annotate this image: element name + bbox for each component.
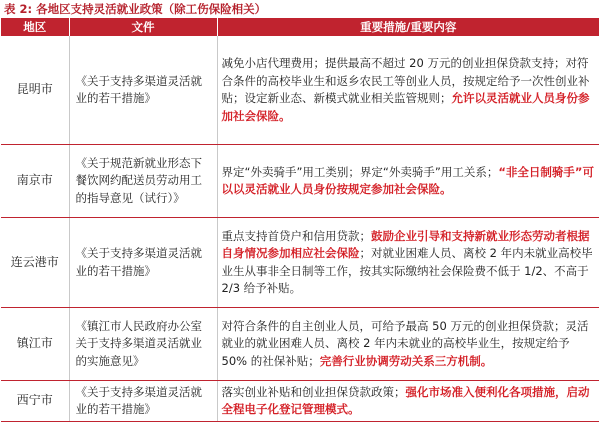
measure-text: 减免小店代理费用；提供最高不超过 20 万元的创业担保贷款支持；对符合条件的高校毕业生和返乡农民工等创业人员，按规定给予一次性创业补贴；设定新业态、新模式就业相关监管规则； — [221, 56, 590, 105]
measure-text: 落实创业补贴和创业担保贷款政策； — [221, 384, 406, 399]
highlighted-measure: 允许以灵活就业人员身份参加社会保险。 — [221, 91, 590, 123]
table-row — [1, 218, 599, 308]
region-cell: 镇江市 — [1, 308, 69, 381]
table-row — [1, 36, 599, 145]
measure-text: 界定“外卖骑手”用工类别；界定“外卖骑手”用工关系； — [221, 164, 499, 179]
table-body — [1, 36, 599, 422]
document-cell: 《关于支持多渠道灵活就业的若干措施》 — [69, 36, 217, 145]
document-cell: 《关于规范新就业形态下餐饮网约配送员劳动用工的指导意见（试行）》 — [69, 145, 217, 218]
measures-text — [222, 55, 596, 125]
table-row — [1, 308, 599, 381]
caption-label: 表 2: — [4, 2, 33, 16]
highlighted-measure: 强化市场准入便利化各项措施，启动全程电子化登记管理模式。 — [221, 384, 590, 416]
header-document: 文件 — [69, 18, 217, 36]
table-header-row — [1, 18, 599, 36]
header-measures: 重要措施/重要内容 — [217, 18, 599, 36]
table-row — [1, 381, 599, 422]
measures-text — [222, 318, 596, 371]
region-cell: 昆明市 — [1, 36, 69, 145]
header-region: 地区 — [1, 18, 69, 36]
measures-text — [222, 384, 596, 419]
document-cell: 《关于支持多渠道灵活就业的若干措施》 — [69, 218, 217, 308]
measures-text — [222, 228, 596, 298]
table-caption — [0, 0, 600, 18]
caption-title: 各地区支持灵活就业政策（除工伤保险相关） — [36, 2, 267, 16]
measures-cell — [217, 308, 599, 381]
region-cell: 南京市 — [1, 145, 69, 218]
region-cell: 连云港市 — [1, 218, 69, 308]
highlighted-measure: “非全日制骑手”可以以灵活就业人员身份按规定参加社会保险。 — [221, 164, 594, 196]
table-row — [1, 145, 599, 218]
highlighted-measure: 完善行业协调劳动关系三方机制。 — [319, 353, 493, 368]
document-cell: 《关于支持多渠道灵活就业的若干措施》 — [69, 381, 217, 422]
document-cell: 《镇江市人民政府办公室关于支持多渠道灵活就业的实施意见》 — [69, 308, 217, 381]
measures-cell — [217, 145, 599, 218]
measures-cell — [217, 36, 599, 145]
measures-cell — [217, 381, 599, 422]
measures-cell — [217, 218, 599, 308]
policy-table — [1, 18, 599, 422]
measure-text: 重点支持首贷户和信用贷款； — [221, 228, 371, 243]
measure-text: 对符合条件的自主创业人员，可给予最高 50 万元的创业担保贷款；灵活就业的就业困难人员、离校 2 年内未就业的高校毕业生，按规定给予 50% 的社保补贴； — [221, 318, 589, 368]
highlighted-measure: 鼓励企业引导和支持新就业形态劳动者根据自身情况参加相应社会保险 — [221, 228, 590, 260]
measures-text — [222, 164, 596, 199]
measure-text: ；对就业困难人员、离校 2 年内未就业高校毕业生从事非全日制等工作，按其实际缴纳社会保险费不低于 1/2、不高于 2/3 给予补贴。 — [221, 246, 593, 295]
region-cell: 西宁市 — [1, 381, 69, 422]
